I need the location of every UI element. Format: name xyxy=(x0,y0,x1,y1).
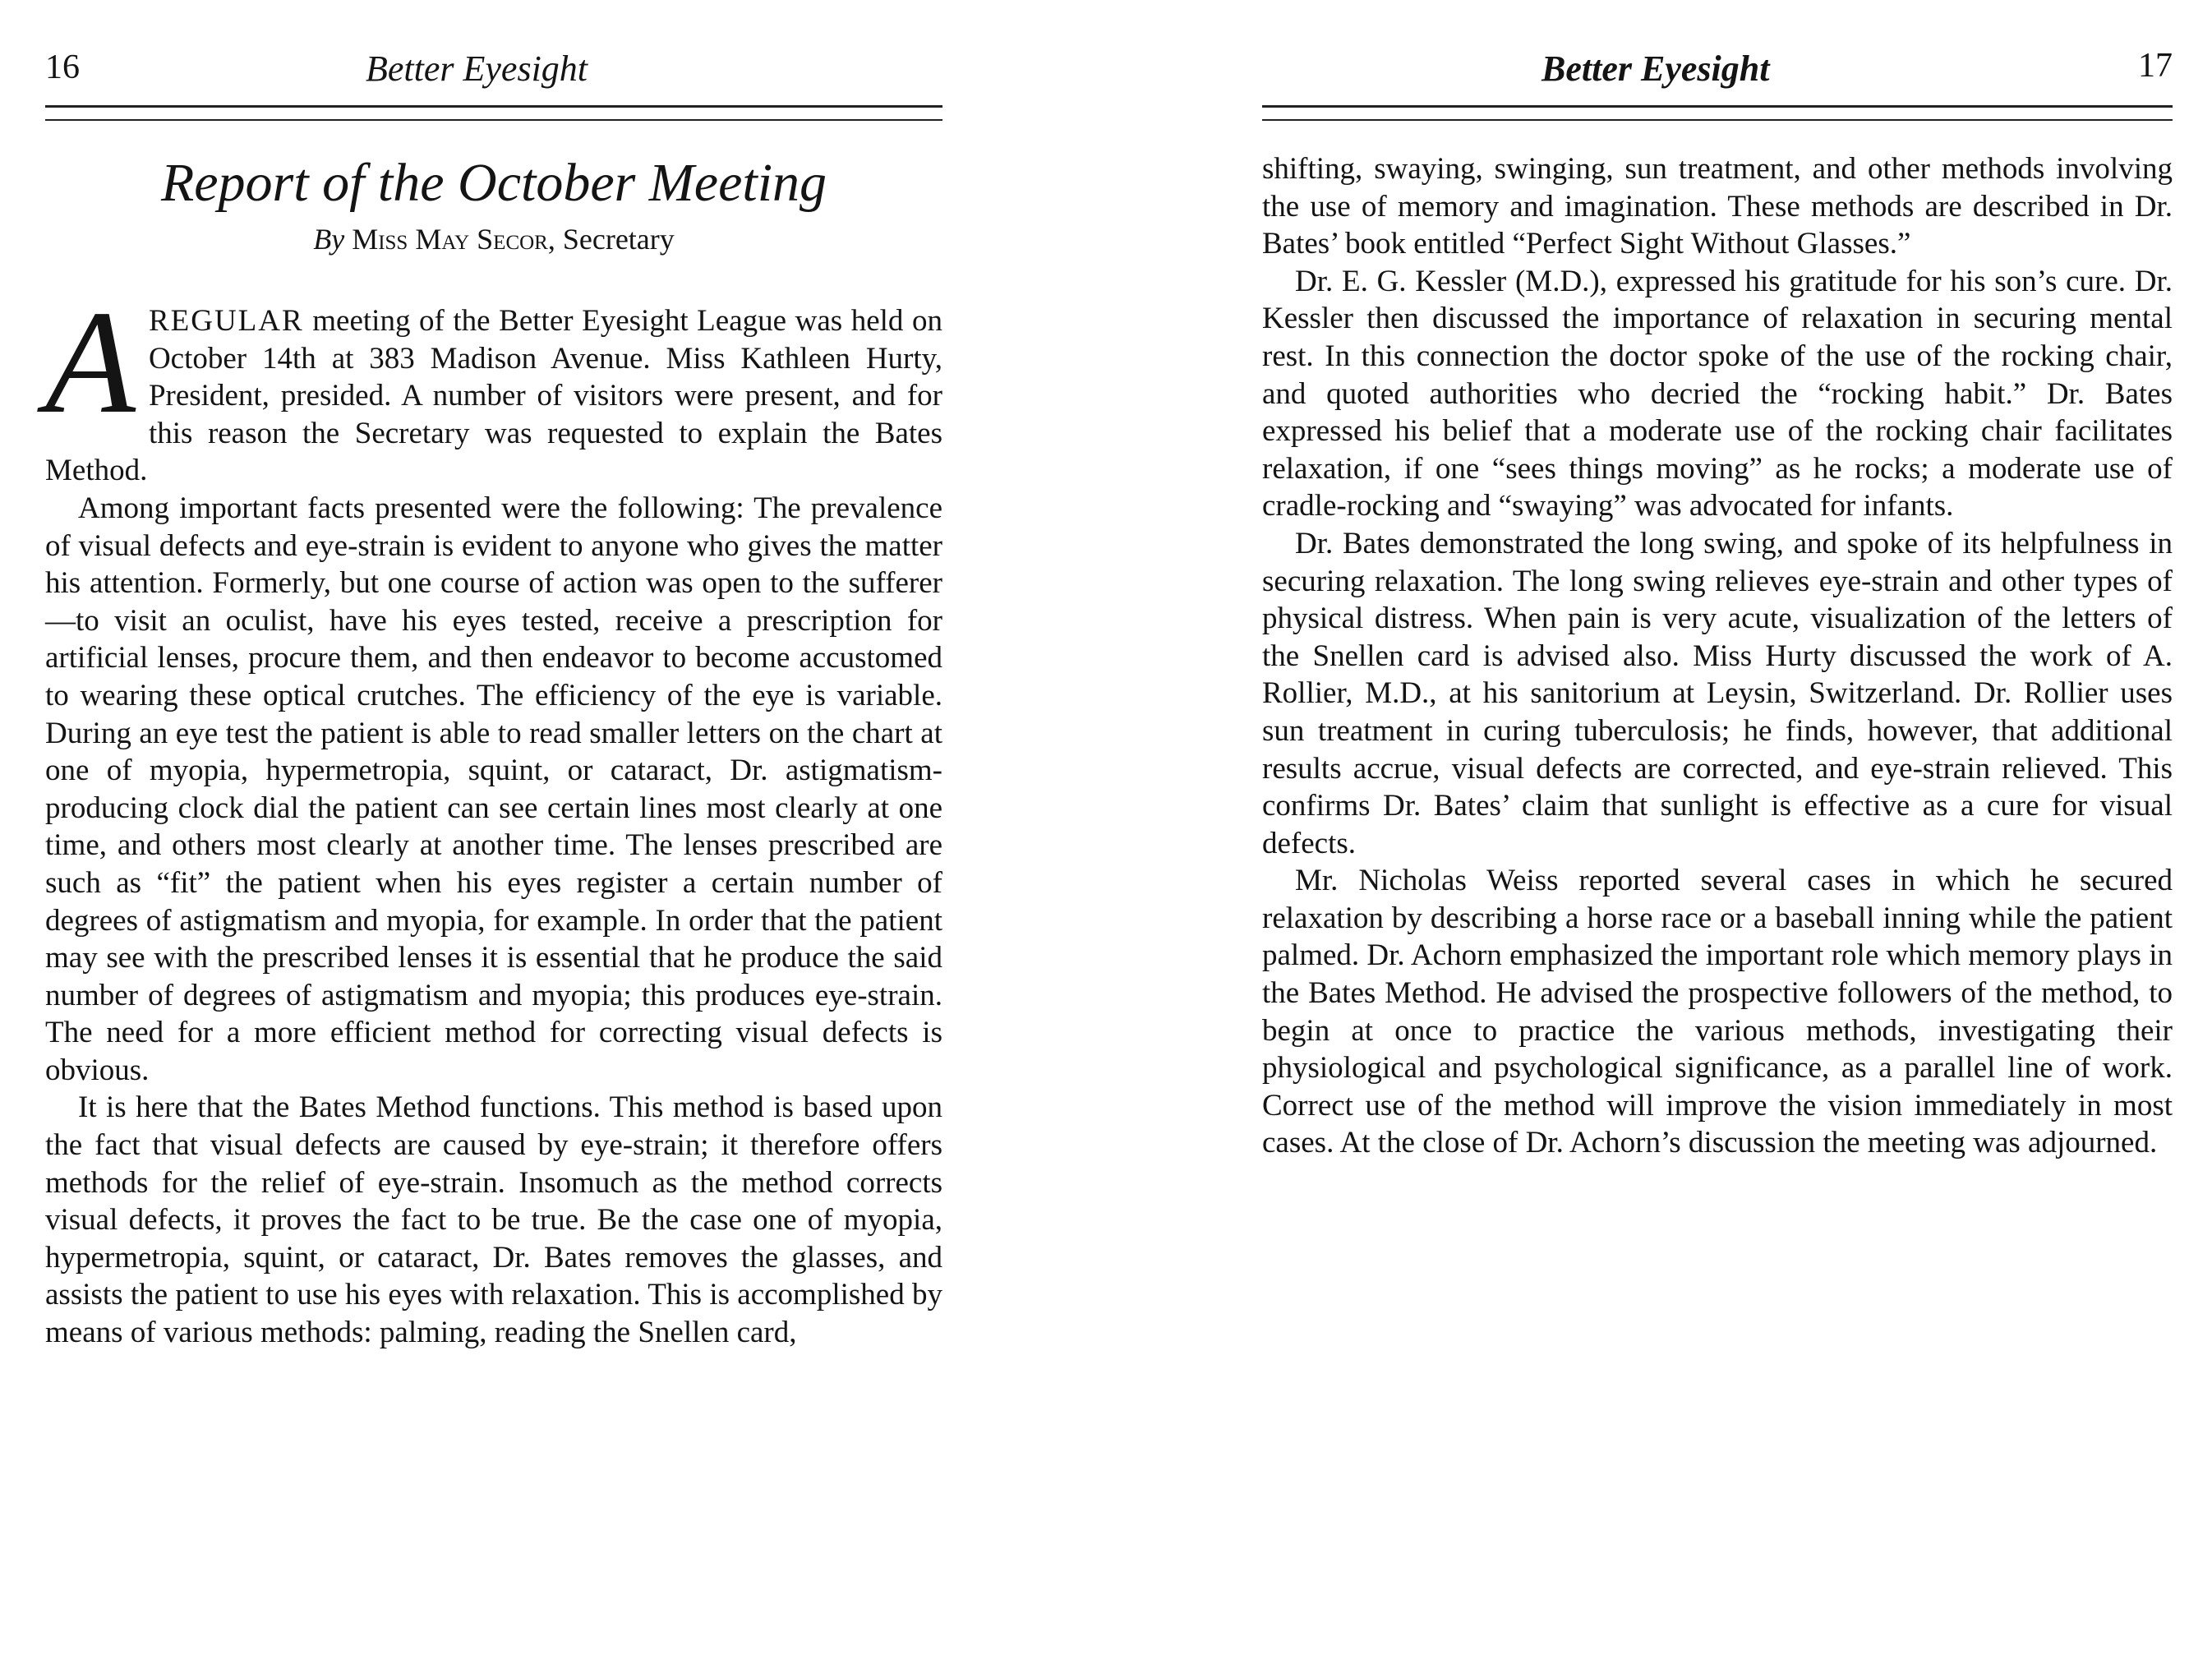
page-number: 17 xyxy=(2138,47,2173,85)
drop-cap: A xyxy=(45,280,136,444)
header-rule xyxy=(45,105,942,121)
right-page-header xyxy=(1262,48,2173,97)
byline-author: Miss May Secor, xyxy=(352,223,555,256)
left-page-header xyxy=(45,48,942,97)
right-page-body xyxy=(1262,150,2173,1162)
paragraph: Mr. Nicholas Weiss reported several cases in which he secured relaxation by describing a horse race or a baseball inning while the patient palmed. Dr. Achorn emphasized the important role which memory plays in the Bates Method. He advised the prospective followers of the method, to begin at once to practice the various methods, investigating their physiological and psychological significance, as a parallel line of work. Correct use of the method will improve the vision immediately in most cases. At the close of Dr. Achorn’s discussion the meeting was adjourned. xyxy=(1262,864,2173,1160)
paragraph xyxy=(45,280,942,490)
paragraph: Dr. E. G. Kessler (M.D.), expressed his gratitude for his son’s cure. Dr. Kessler then discussed the importance of relaxation in securing mental rest. In this connection the doctor spoke of the use of the rocking chair, and quoted authorities who decried the “rocking habit.” Dr. Bates expressed his belief that a moderate use of the rocking chair facilitates relaxation, if one “sees things moving” as he rocks; a moderate use of cradle-rocking and “swaying” was advocated for infants. xyxy=(1262,264,2173,523)
left-page-body xyxy=(45,280,942,1352)
article-byline xyxy=(45,222,942,256)
running-head: Better Eyesight xyxy=(366,48,588,89)
byline-role: Secretary xyxy=(555,223,675,256)
paragraph: Dr. Bates demonstrated the long swing, and spoke of its helpfulness in securing relaxation. The long swing relieves eye-strain and other types of physical distress. When pain is very acute, visualization of the letters of the Snellen card is advised also. Miss Hurty discussed the work of A. Rollier, M.D., at his sanitorium at Leysin, Switzerland. Dr. Rollier uses sun treatment in curing tuberculosis; he finds, however, that additional results accrue, visual defects are corrected, and eye-strain relieved. This confirms Dr. Bates’ claim that sunlight is effective as a cure for visual defects. xyxy=(1262,526,2173,860)
left-page xyxy=(45,0,942,1678)
header-rule xyxy=(1262,105,2173,121)
paragraph: Among important facts presented were the following: The prevalence of visual defects and eye-strain is evident to anyone who gives the matter his attention. Formerly, but one course of action was open to the sufferer—to visit an oculist, have his eyes tested, receive a prescription for artificial lenses, procure them, and then endeavor to become accustomed to wearing these optical crutches. The efficiency of the eye is variable. During an eye test the patient is able to read smaller letters on the chart at one of myopia, hypermetropia, squint, or cataract, Dr. astigmatism-producing clock dial the patient can see certain lines most clearly at one time, and others most clearly at another time. The lenses prescribed are such as “fit” the patient when his eyes register a certain number of degrees of astigmatism and myopia, for example. In order that the patient may see with the prescribed lenses it is essential that he produce the said number of degrees of astigmatism and myopia; this produces eye-strain. The need for a more efficient method for correcting visual defects is obvious. xyxy=(45,491,942,1087)
right-page xyxy=(1262,0,2173,1678)
paragraph-text: meeting of the Better Eyesight League was held on October 14th at 383 Madison Avenue. Miss Kathleen Hurty, President, presided. A number of visitors were present, and for this reason the Secretary was requested to explain the Bates Method. xyxy=(45,304,942,488)
page-number: 16 xyxy=(45,48,80,86)
opening-word: REGULAR xyxy=(148,304,304,338)
paragraph: It is here that the Bates Method functions. This method is based upon the fact that visual defects are caused by eye-strain; it therefore offers methods for the relief of eye-strain. Insomuch as the method corrects visual defects, it proves the fact to be true. Be the case one of myopia, hypermetropia, squint, or cataract, Dr. Bates removes the glasses, and assists the patient to use his eyes with relaxation. This is accomplished by means of various methods: palming, reading the Snellen card, xyxy=(45,1090,942,1350)
paragraph: shifting, swaying, swinging, sun treatment, and other methods involving the use of memory and imagination. These methods are described in Dr. Bates’ book entitled “Perfect Sight Without Glasses.” xyxy=(1262,152,2173,261)
article-title: Report of the October Meeting xyxy=(160,153,827,213)
byline-by: By xyxy=(313,223,345,256)
running-head: Better Eyesight xyxy=(1541,48,1770,89)
